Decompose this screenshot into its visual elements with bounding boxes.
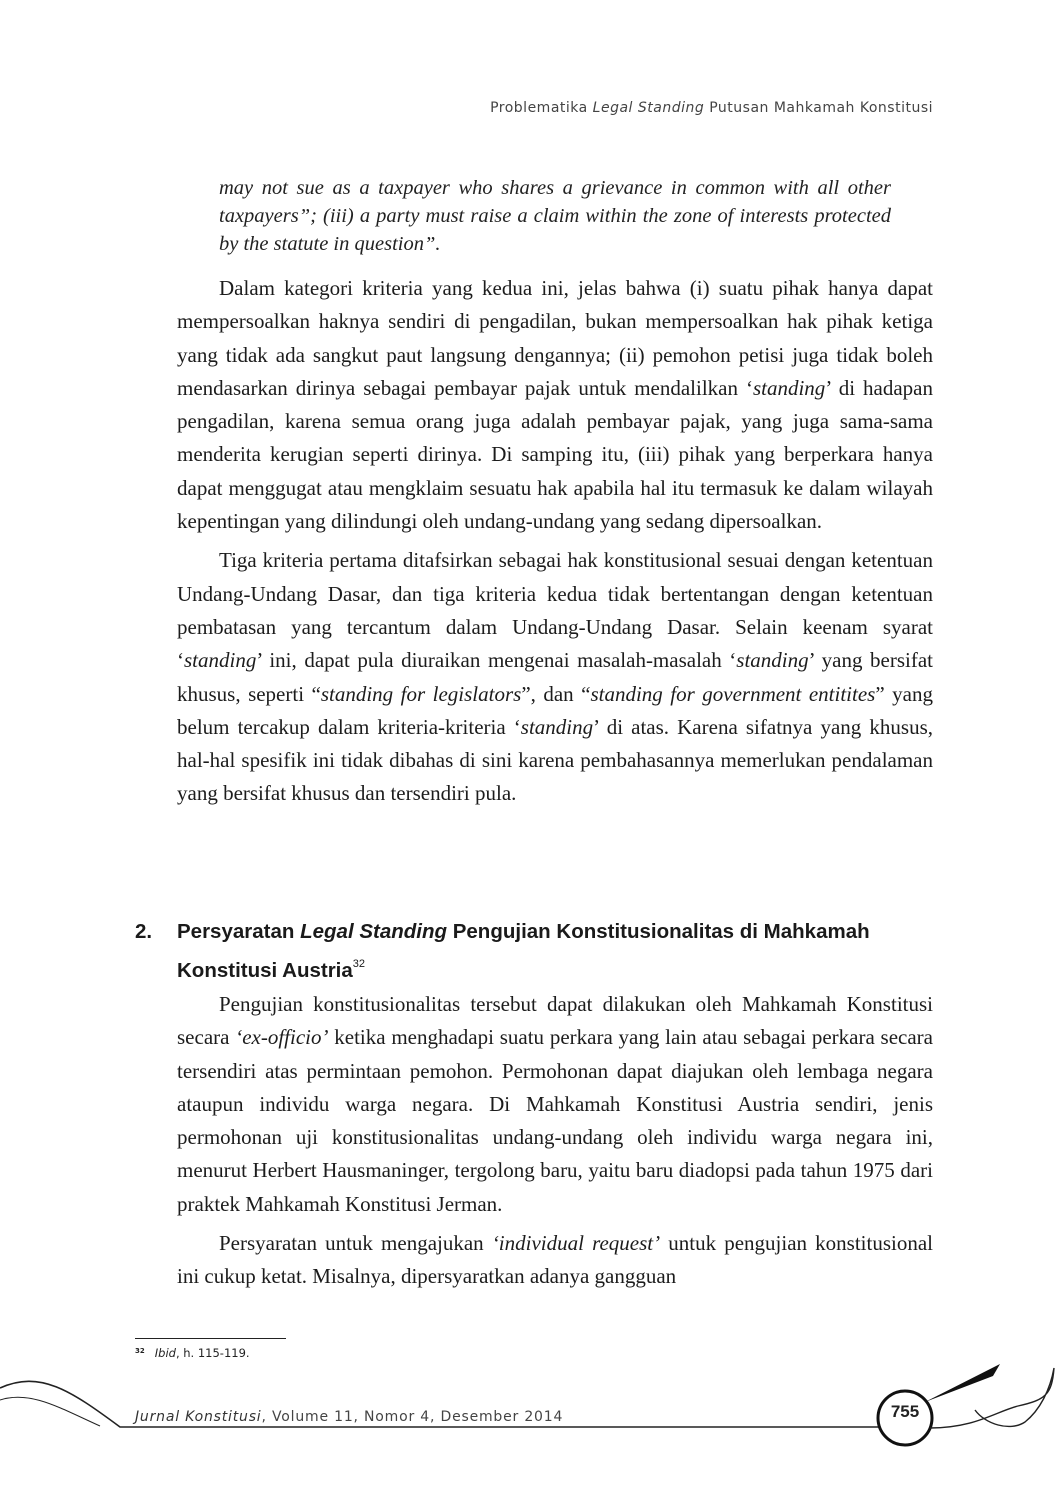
footnote-ibid: Ibid (154, 1346, 176, 1360)
section-title-suffix: Pengujian Konstitusionalitas di Mahkamah Konstitusi Austria (177, 920, 870, 982)
footnote-number: 32 (135, 1347, 145, 1355)
footer-ornament (0, 1350, 1057, 1512)
footer-quill-icon (925, 1364, 1000, 1402)
block-quote (219, 174, 891, 258)
body-text-upper (177, 272, 933, 811)
journal-issue: , Volume 11, Nomor 4, Desember 2014 (261, 1409, 564, 1425)
footer-right-flourish (930, 1368, 1054, 1428)
paragraph-4: Persyaratan untuk mengajukan ‘individual request’ untuk pengujian konstitusional ini cukup ketat. Misalnya, dipersyaratkan adanya gangguan (177, 1231, 934, 1289)
section-title-prefix: Persyaratan (177, 920, 295, 943)
footnote-text: , h. 115-119. (175, 1346, 250, 1360)
paragraph-1: Dalam kategori kriteria yang kedua ini, jelas bahwa (i) suatu pihak hanya dapat mempersoalkan haknya sendiri di pengadilan, bukan mempersoalkan hak pihak ketiga yang tidak ada sangkut paut langsung dengannya; (ii) pemohon petisi juga tidak boleh mendasarkan dirinya sebagai pembayar pajak untuk mendalilkan ‘standing’ di hadapan pengadilan, karena semua orang juga adalah pembayar pajak, yang juga sama-sama menderita kerugian seperti dirinya. Di samping itu, (iii) pihak yang berperkara hanya dapat menggugat atau mengklaim sesuatu hak apabila hal itu termasuk ke dalam wilayah kepentingan yang dilindungi oleh undang-undang yang sedang dipersoalkan. (177, 276, 933, 534)
footnote-ref[interactable]: 32 (352, 958, 366, 970)
page-number: 755 (890, 1402, 920, 1421)
paragraph-3: Pengujian konstitusionalitas tersebut dapat dilakukan oleh Mahkamah Konstitusi secara ‘ex-officio’ ketika menghadapi suatu perkara yang lain atau sebagai perkara secara tersendiri atas permintaan pemohon. Permohonan dapat diajukan oleh lembaga negara ataupun individu warga negara. Di Mahkamah Konstitusi Austria sendiri, jenis permohonan uji konstitusionalitas undang-undang oleh individu warga negara ini, menurut Herbert Hausmaninger, tergolong baru, yaitu baru diadopsi pada tahun 1975 dari praktek Mahkamah Konstitusi Jerman. (177, 992, 933, 1216)
footnote-divider (135, 1338, 286, 1339)
section-title (177, 916, 933, 987)
section-heading (135, 916, 933, 987)
quote-text: may not sue as a taxpayer who shares a grievance in common with all other taxpayers”; (iii) a party must raise a claim within the zone of interests protected by the statute in question”. (219, 177, 891, 255)
journal-name: Jurnal Konstitusi (135, 1409, 262, 1425)
section-number: 2. (135, 920, 153, 943)
journal-footer (135, 1409, 563, 1425)
header-prefix: Problematika (490, 100, 588, 116)
paragraph-2: Tiga kriteria pertama ditafsirkan sebagai hak konstitusional sesuai dengan ketentuan Undang-Undang Dasar, dan tiga kriteria kedua tidak bertentangan dengan ketentuan pembatasan yang tercantum dalam Undang-Undang Dasar. Selain keenam syarat ‘standing’ ini, dapat pula diuraikan mengenai masalah-masalah ‘standing’ yang bersifat khusus, seperti “standing for legislators”, dan “standing for government entitites” yang belum tercakup dalam kriteria-kriteria ‘standing’ di atas. Karena sifatnya yang khusus, hal-hal spesifik ini tidak dibahas di sini karena pembahasannya memerlukan pendalaman yang bersifat khusus dan tersendiri pula. (177, 548, 933, 806)
section-title-italic: Legal Standing (300, 920, 448, 943)
header-suffix: Putusan Mahkamah Konstitusi (709, 100, 933, 116)
body-text-lower (177, 988, 933, 1294)
running-header (490, 100, 933, 116)
header-italic: Legal Standing (592, 100, 705, 116)
